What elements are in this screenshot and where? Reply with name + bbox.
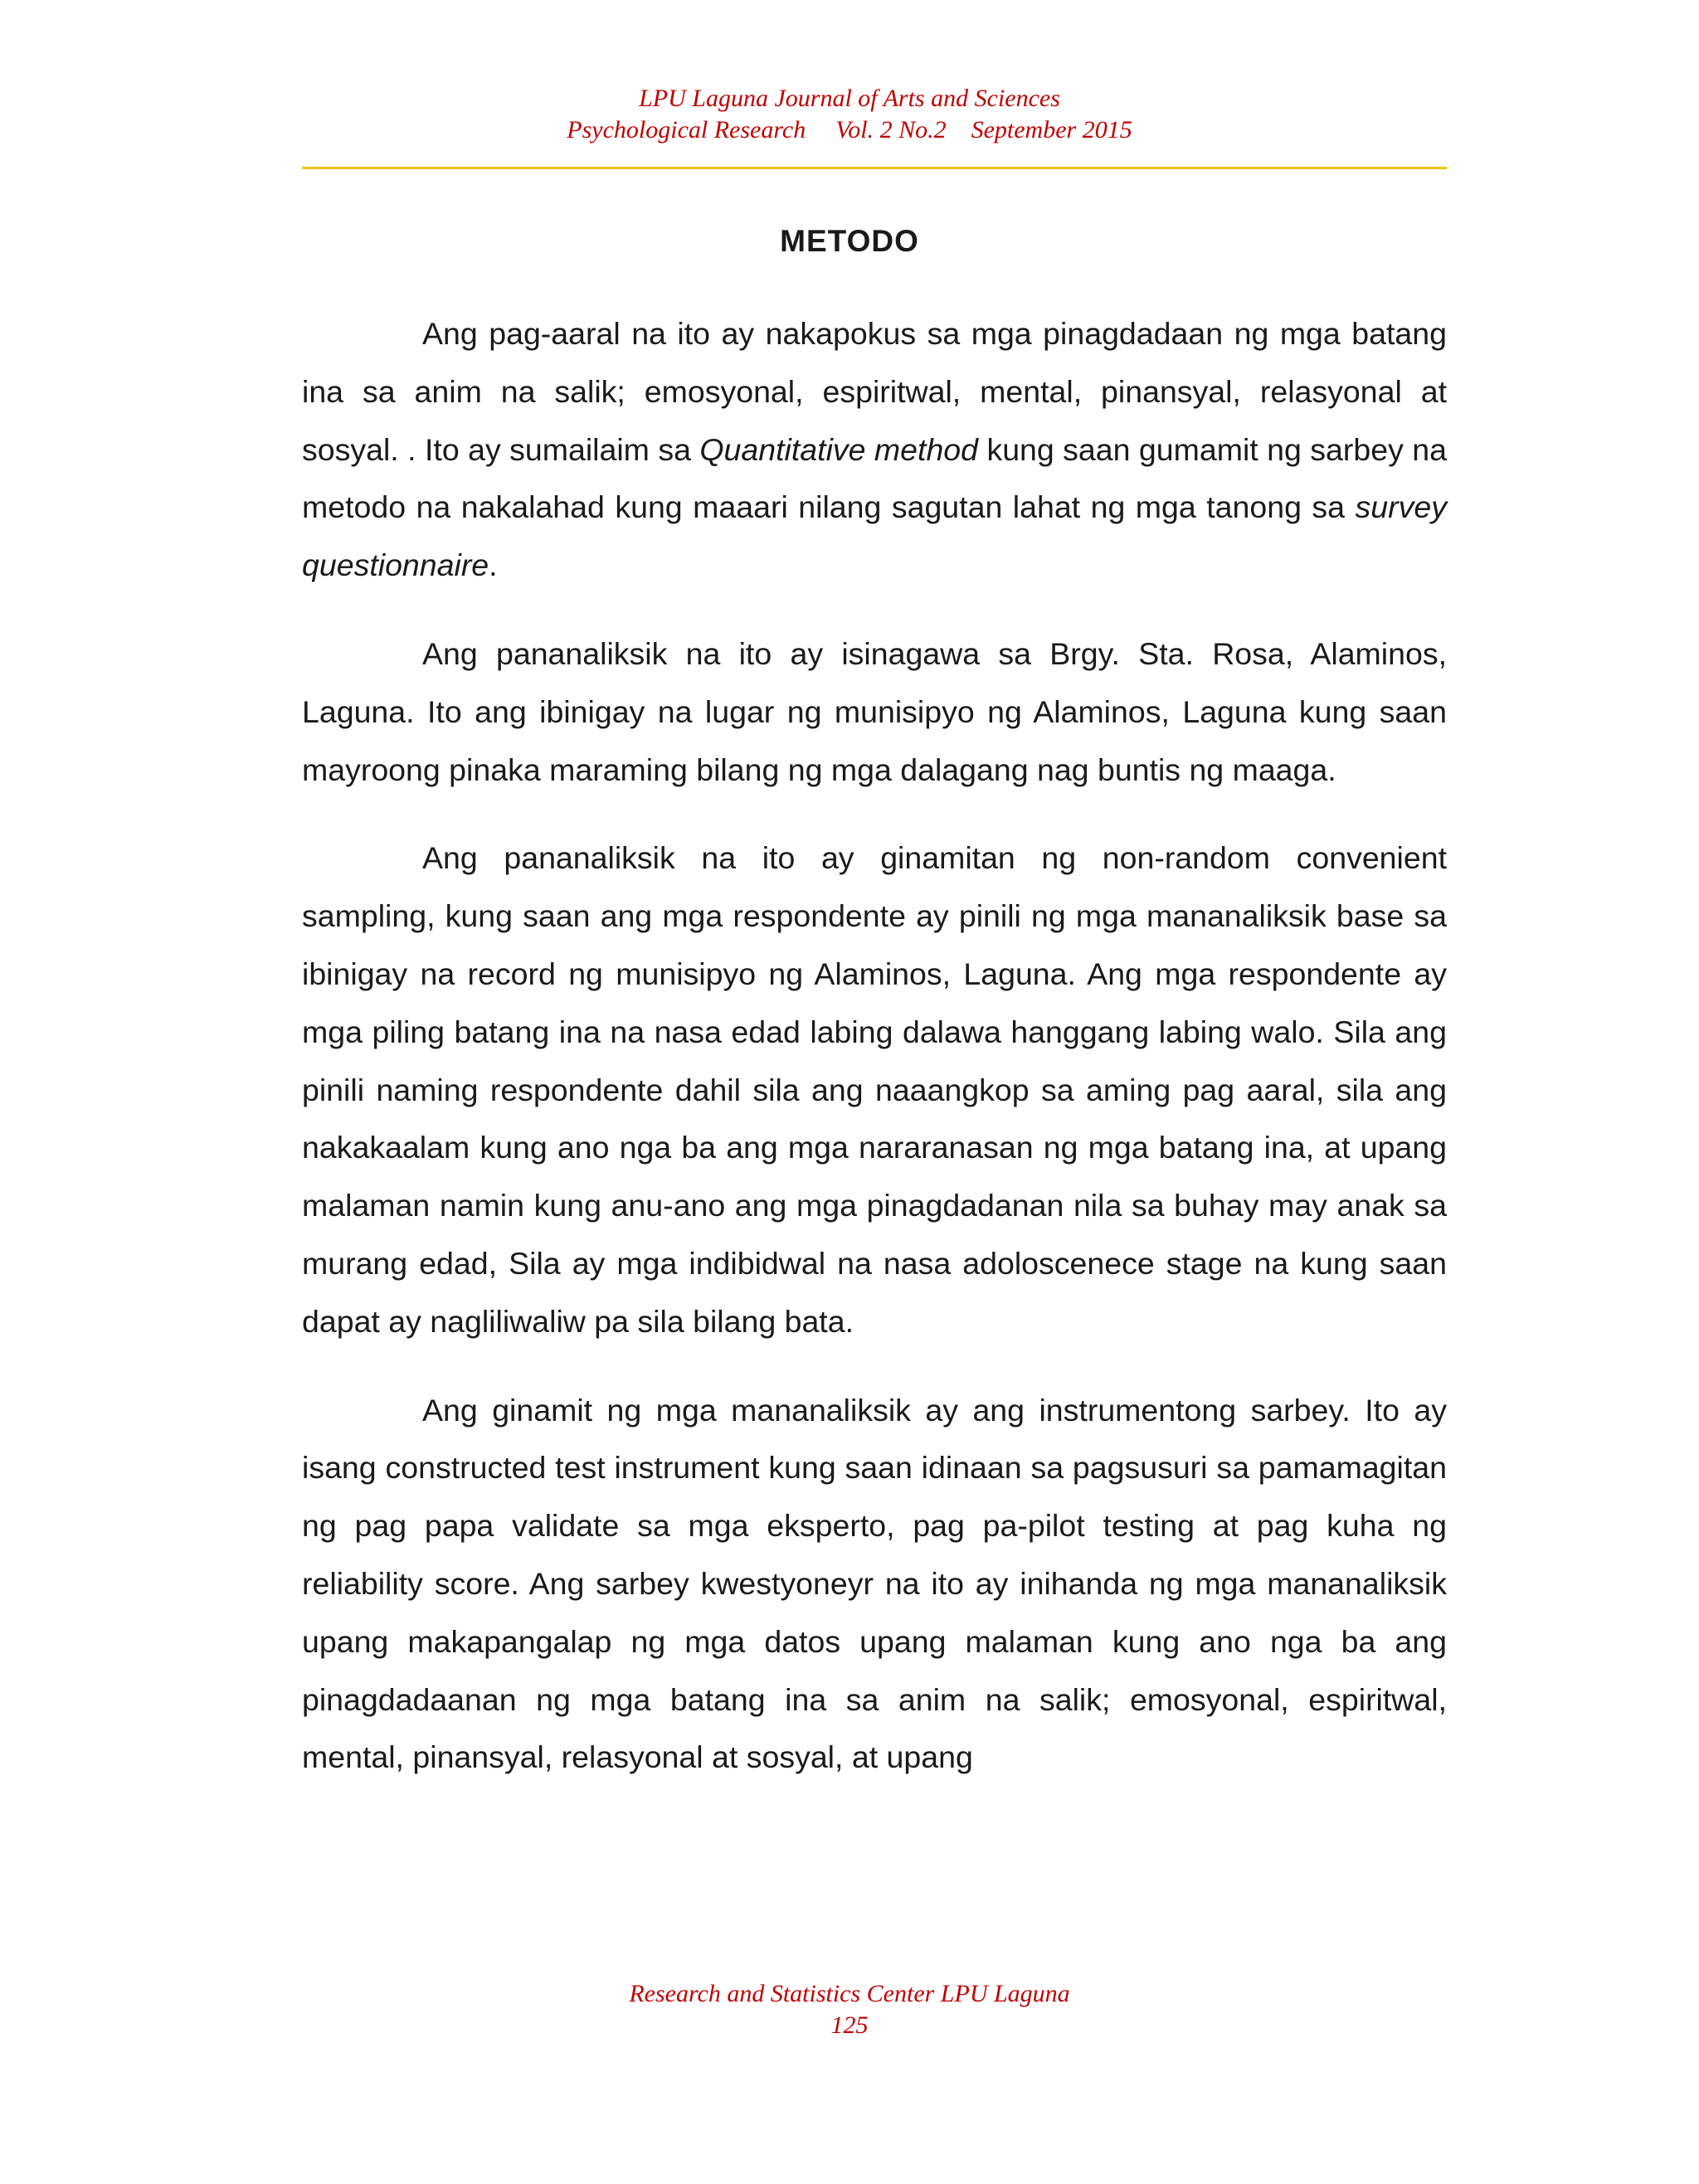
paragraph-1-text-b: kung saan gumamit ng sarbey na metodo na nakalahad kung maaari nilang sagutan lahat ng mga tanong sa: [302, 431, 1447, 525]
paragraph-2: Ang pananaliksik na ito ay isinagawa sa Brgy. Sta. Rosa, Alaminos, Laguna. Ito ang ibinigay na lugar ng munisipyo ng Alaminos, Laguna kung saan mayroong pinaka maraming bilang ng mga dalagang nag buntis ng maaga.: [302, 635, 1447, 787]
paragraph-1: [302, 305, 1447, 595]
page-footer: [0, 1978, 1699, 2041]
page-number: 125: [830, 2011, 869, 2039]
body-text: [302, 305, 1447, 1787]
footer-center-name: Research and Statistics Center LPU Laguna: [629, 1980, 1070, 2007]
paragraph-4: Ang ginamit ng mga mananaliksik ay ang instrumentong sarbey. Ito ay isang constructed test instrument kung saan idinaan sa pagsusuri sa pamamagitan ng pag papa validate sa mga eksperto, pag pa-pilot testing at pag kuha ng reliability score. Ang sarbey kwestyoneyr na ito ay inihanda ng mga mananaliksik upang makapangalap ng mga datos upang malaman kung ano nga ba ang pinagdadaanan ng mga batang ina sa anim na salik; emosyonal, espiritwal, mental, pinansyal, relasyonal at sosyal, at upang: [302, 1392, 1447, 1775]
page-header: [0, 83, 1699, 146]
paragraph-1-italic-b: survey questionnaire: [302, 489, 1447, 583]
section-title: METODO: [780, 224, 919, 258]
paragraph-3: Ang pananaliksik na ito ay ginamitan ng non-random convenient sampling, kung saan ang mga respondente ay pinili ng mga mananaliksik base sa ibinigay na record ng munisipyo ng Alaminos, Laguna. Ang mga respondente ay mga piling batang ina na nasa edad labing dalawa hanggang labing walo. Sila ang pinili naming respondente dahil sila ang naaangkop sa aming pag aaral, sila ang nakakaalam kung ano nga ba ang mga nararanasan ng mga batang ina, at upang malaman namin kung anu-ano ang mga pinagdadanan nila sa buhay may anak sa murang edad, Sila ay mga indibidwal na nasa adoloscenece stage na kung saan dapat ay nagliliwaliw pa sila bilang bata.: [302, 840, 1447, 1339]
journal-date: September 2015: [971, 116, 1132, 143]
paragraph-1-text-c: .: [489, 547, 498, 583]
paragraph-1-text-a: Ang pag-aaral na ito ay nakapokus sa mga pinagdadaan ng mga batang ina sa anim na salik; emosyonal, espiritwal, mental, pinansyal, relasyonal at sosyal. . Ito ay sumailaim sa: [302, 316, 1447, 467]
journal-volume: Vol. 2 No.2: [835, 116, 947, 143]
journal-issue-line: [0, 114, 1699, 146]
paragraph-1-italic-a: Quantitative method: [699, 431, 979, 467]
journal-section: Psychological Research: [567, 116, 806, 143]
journal-name: LPU Laguna Journal of Arts and Sciences: [639, 85, 1060, 112]
header-divider: [302, 167, 1447, 169]
